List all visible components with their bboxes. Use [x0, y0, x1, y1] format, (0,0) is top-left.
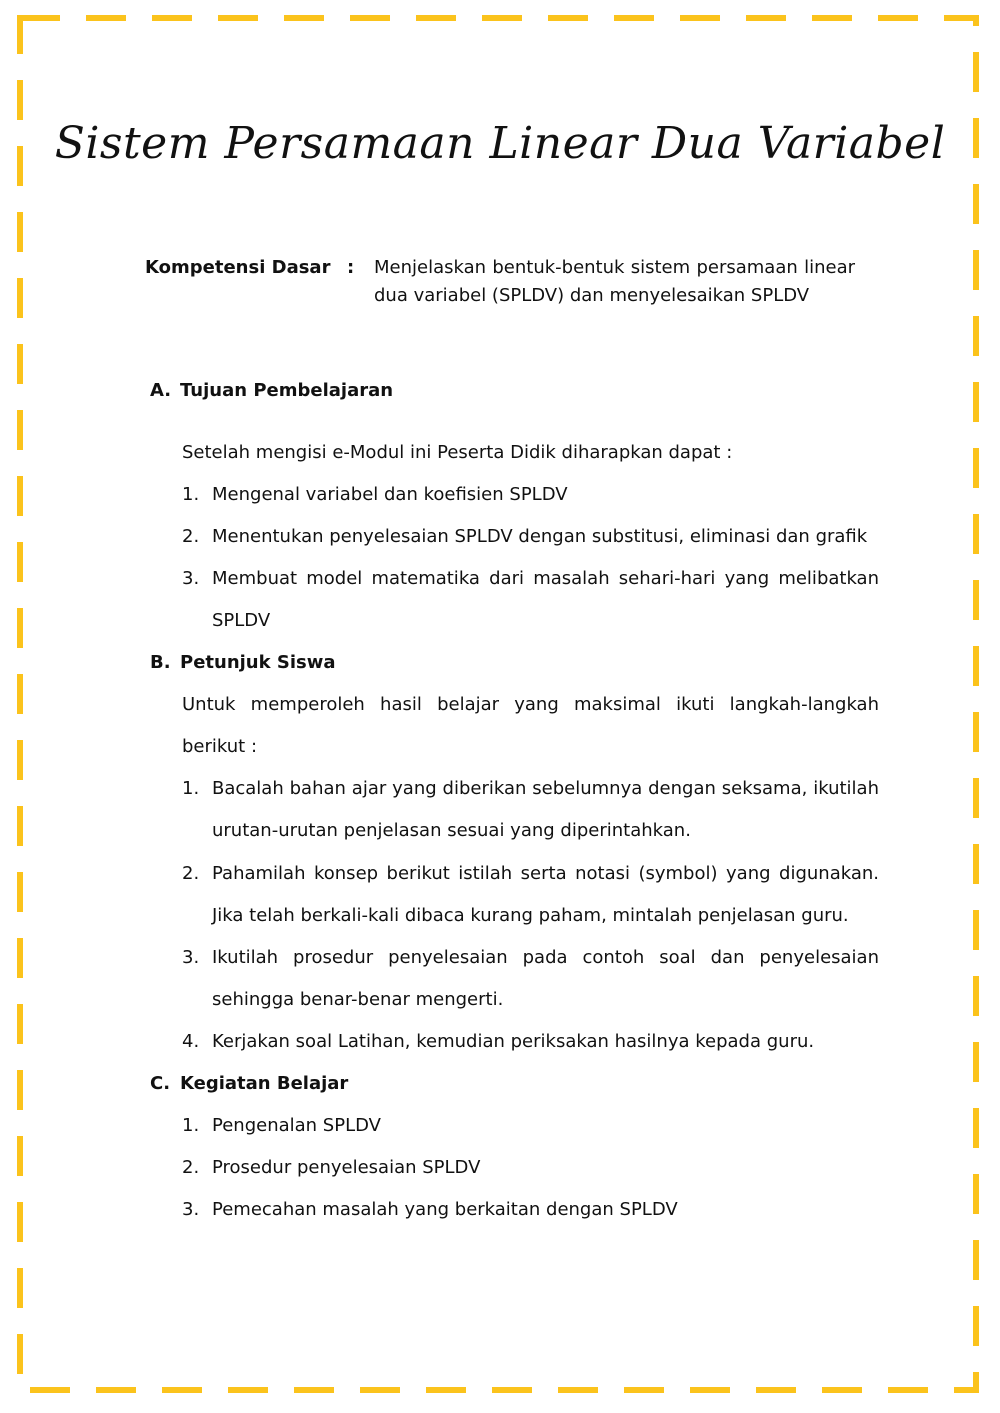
list-number: 3. — [182, 947, 200, 968]
kompetensi-text: Menjelaskan bentuk-bentuk sistem persamaan linear dua variabel (SPLDV) dan menyelesaikan SPLDV — [374, 257, 855, 306]
section-b-heading — [150, 652, 335, 673]
list-text: Prosedur penyelesaian SPLDV — [212, 1157, 481, 1178]
list-item — [182, 558, 879, 642]
list-text: Membuat model matematika dari masalah sehari-hari yang melibatkan SPLDV — [212, 568, 879, 631]
list-item — [182, 1189, 879, 1231]
list-number: 2. — [182, 863, 200, 884]
section-b-intro: Untuk memperoleh hasil belajar yang maksimal ikuti langkah-langkah berikut : — [182, 694, 879, 757]
kompetensi-colon: : — [347, 257, 355, 278]
list-item — [182, 1021, 879, 1063]
list-number: 2. — [182, 1157, 200, 1178]
section-c-letter: C. — [150, 1073, 171, 1094]
list-item — [182, 516, 879, 558]
list-item — [182, 768, 879, 852]
list-number: 3. — [182, 1199, 200, 1220]
section-a-intro: Setelah mengisi e-Modul ini Peserta Didik diharapkan dapat : — [182, 442, 733, 463]
list-text: Menentukan penyelesaian SPLDV dengan substitusi, eliminasi dan grafik — [212, 526, 868, 547]
section-a-title: Tujuan Pembelajaran — [180, 380, 394, 401]
list-number: 1. — [182, 1115, 200, 1136]
list-item — [182, 853, 879, 937]
list-number: 2. — [182, 526, 200, 547]
section-b-letter: B. — [150, 652, 171, 673]
section-c-heading — [150, 1073, 348, 1094]
section-a-letter: A. — [150, 380, 172, 401]
list-item — [182, 1147, 879, 1189]
list-text: Ikutilah prosedur penyelesaian pada contoh soal dan penyelesaian sehingga benar-benar mengerti. — [212, 947, 879, 1010]
section-c-title: Kegiatan Belajar — [180, 1073, 349, 1094]
kompetensi-label: Kompetensi Dasar — [145, 257, 331, 278]
list-number: 3. — [182, 568, 200, 589]
section-b-title: Petunjuk Siswa — [180, 652, 336, 673]
list-item — [182, 937, 879, 1021]
list-item — [182, 1105, 879, 1147]
section-a-heading — [150, 380, 393, 401]
list-text: Bacalah bahan ajar yang diberikan sebelumnya dengan seksama, ikutilah urutan-urutan penjelasan sesuai yang diperintahkan. — [212, 778, 879, 841]
list-number: 1. — [182, 778, 200, 799]
list-number: 1. — [182, 484, 200, 505]
list-number: 4. — [182, 1031, 200, 1052]
list-item — [182, 474, 879, 516]
page-title: Sistem Persamaan Linear Dua Variabel — [54, 118, 946, 169]
list-text: Pahamilah konsep berikut istilah serta notasi (symbol) yang digunakan. Jika telah berkali-kali dibaca kurang paham, mintalah penjelasan guru. — [212, 863, 879, 926]
list-text: Pemecahan masalah yang berkaitan dengan SPLDV — [212, 1199, 678, 1220]
list-text: Pengenalan SPLDV — [212, 1115, 381, 1136]
list-text: Mengenal variabel dan koefisien SPLDV — [212, 484, 568, 505]
list-text: Kerjakan soal Latihan, kemudian periksakan hasilnya kepada guru. — [212, 1031, 815, 1052]
